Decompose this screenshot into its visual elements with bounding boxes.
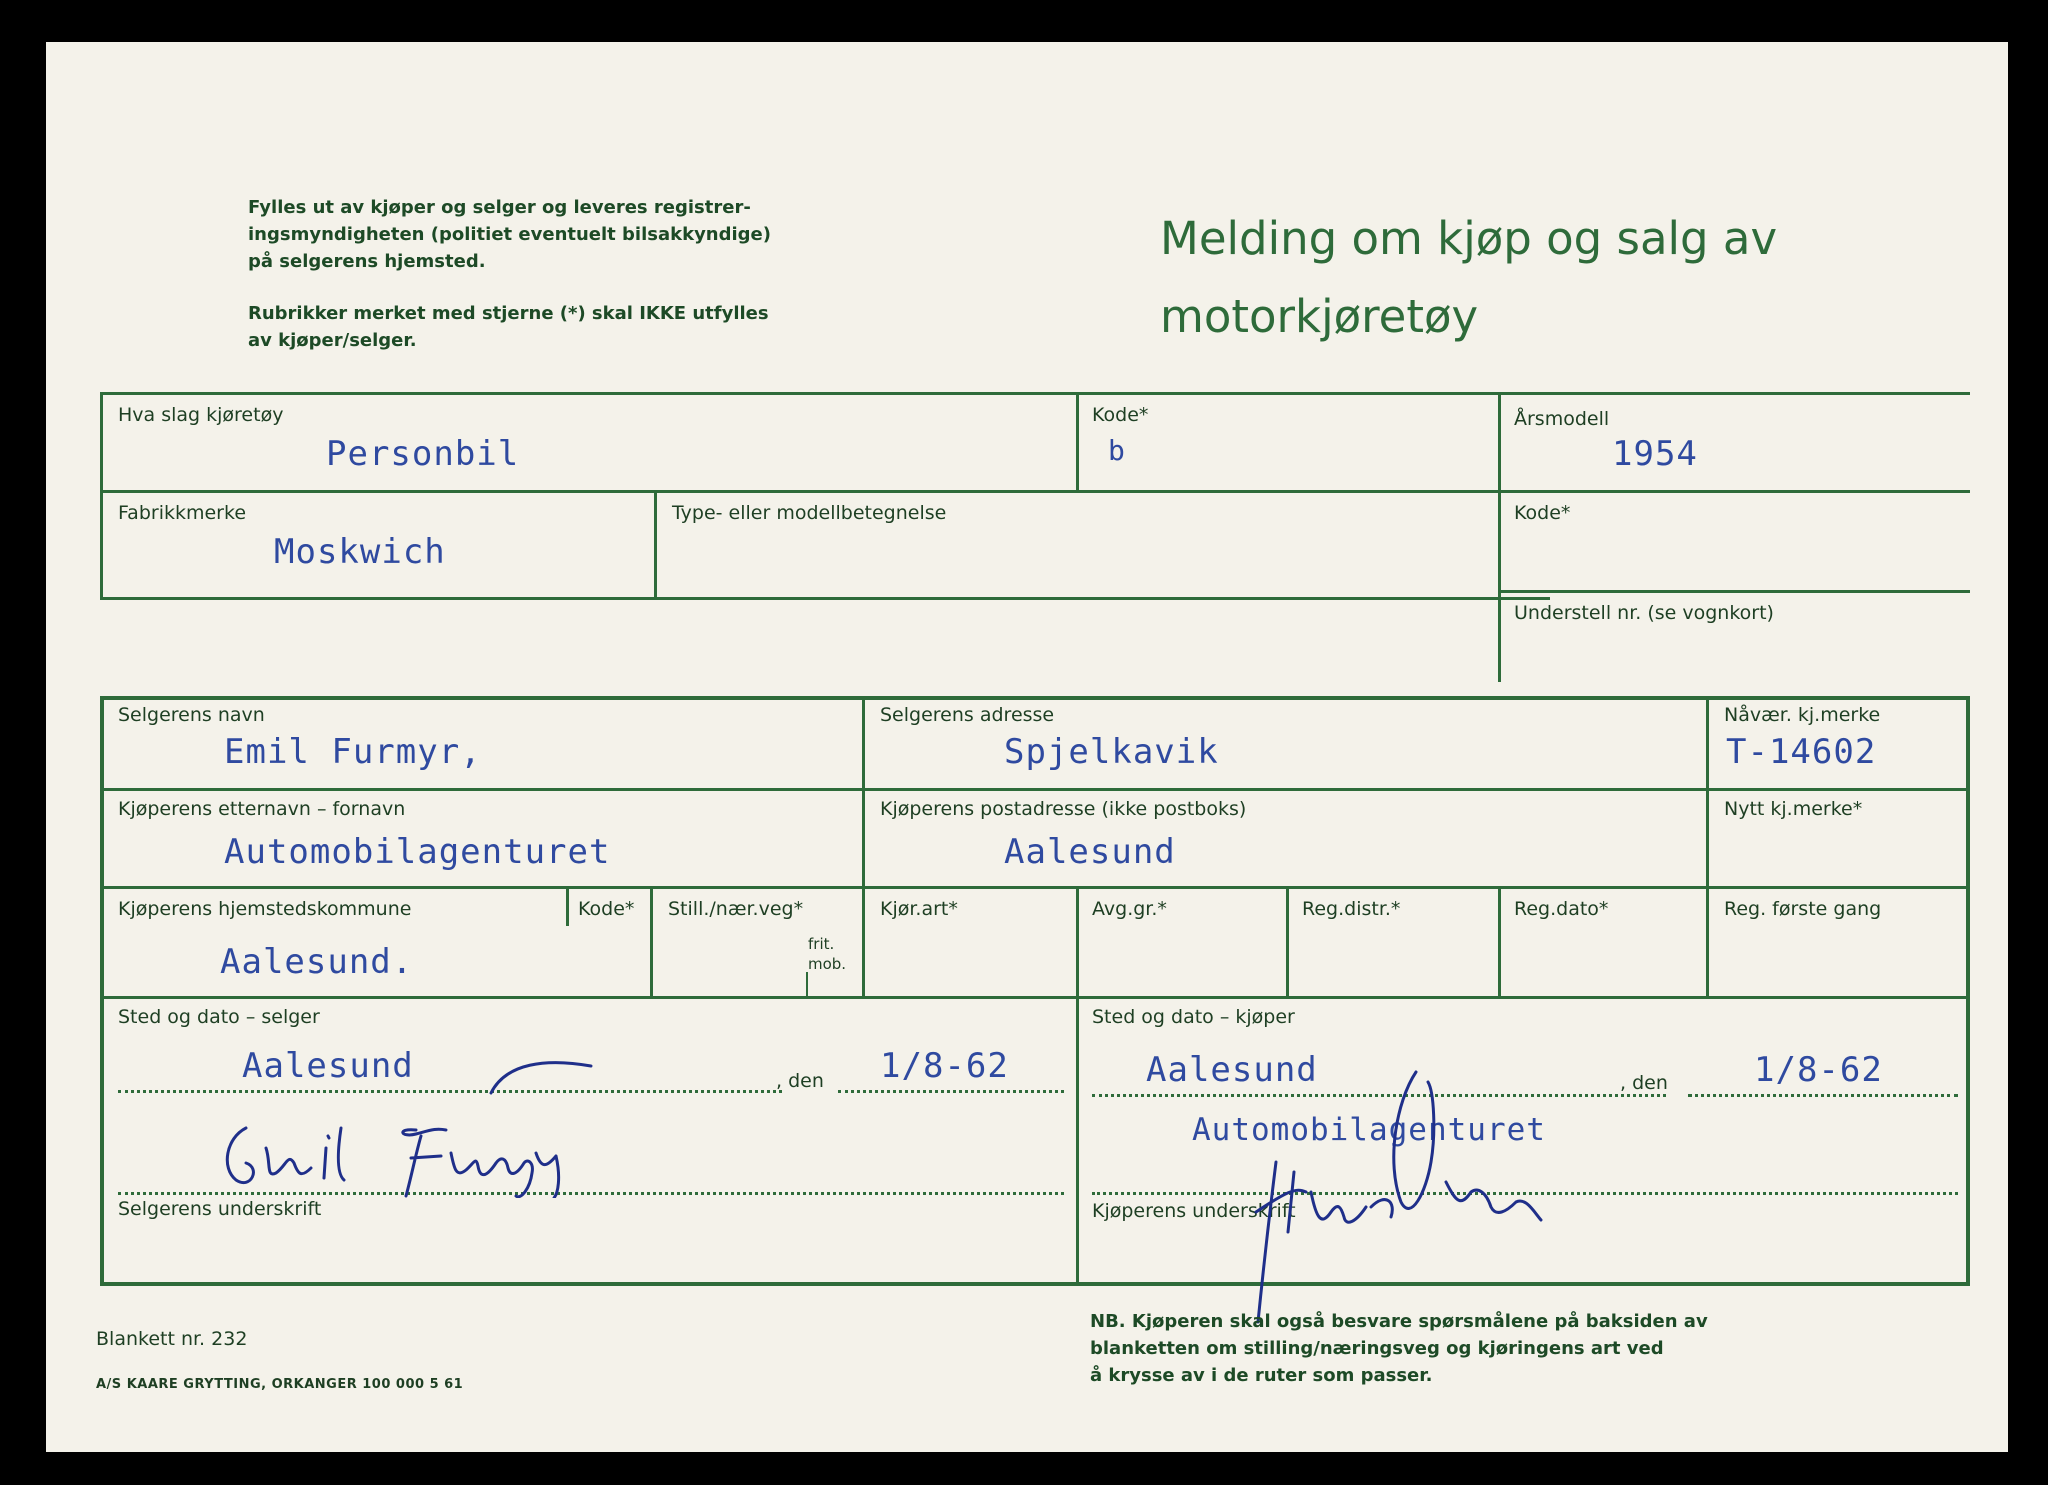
registry-kode-label: Kode*	[578, 898, 635, 920]
address-divider	[862, 696, 865, 888]
seller-address-label: Selgerens adresse	[880, 704, 1055, 726]
buyer-date-dots	[1688, 1094, 1958, 1097]
current-plate-value: T-14602	[1726, 732, 1877, 772]
buyer-address-label: Kjøperens postadresse (ikke postboks)	[880, 798, 1247, 820]
regdato-label: Reg.dato*	[1514, 898, 1609, 920]
regdato-divider	[1498, 886, 1501, 996]
seller-place-dots	[118, 1090, 782, 1093]
nb-note: NB. Kjøperen skal også besvare spørsmålene på baksiden av blanketten om stilling/næringsveg og kjøringens art ved å krysse av i de ruter som passer.	[1090, 1311, 1708, 1386]
form-title-line-2: motorkjøretøy	[1160, 290, 1479, 343]
parties-rule-1	[100, 788, 1970, 791]
make-value: Moskwich	[274, 532, 446, 572]
seller-flourish	[486, 1058, 596, 1098]
parties-rule-2	[100, 886, 1970, 889]
buyer-company-stamp: Automobilagenturet	[1192, 1112, 1546, 1148]
frit-mob-tick	[806, 972, 808, 996]
form-title-line-1: Melding om kjøp og salg av	[1160, 212, 1778, 265]
new-plate-label: Nytt kj.merke*	[1724, 798, 1863, 820]
current-plate-label: Nåvær. kj.merke	[1724, 704, 1881, 726]
buyer-name-label: Kjøperens etternavn – fornavn	[118, 798, 406, 820]
buyer-den-label: , den	[1620, 1072, 1668, 1094]
year-label: Årsmodell	[1514, 408, 1610, 430]
kode-cell-divider	[566, 886, 569, 926]
kjorart-label: Kjør.art*	[880, 898, 958, 920]
regdistr-label: Reg.distr.*	[1302, 898, 1401, 920]
year-value: 1954	[1612, 434, 1698, 474]
vehicle-type-label: Hva slag kjøretøy	[118, 404, 284, 426]
frit-mob-label: frit. mob.	[808, 935, 847, 973]
kjorart-divider	[862, 886, 865, 996]
seller-name-value: Emil Furmyr,	[224, 732, 482, 772]
seller-name-label: Selgerens navn	[118, 704, 265, 726]
avggr-divider	[1076, 886, 1079, 996]
regdistr-divider	[1286, 886, 1289, 996]
avggr-label: Avg.gr.*	[1092, 898, 1167, 920]
plate-divider	[1706, 696, 1709, 996]
buyer-address-value: Aalesund	[1004, 832, 1176, 872]
municipality-label: Kjøperens hjemstedskommune	[118, 898, 412, 920]
seller-sign-label: Selgerens underskrift	[118, 1198, 322, 1220]
printer-imprint: A/S KAARE GRYTTING, ORKANGER 100 000 5 61	[96, 1377, 464, 1392]
buyer-signature	[1216, 1042, 1576, 1342]
buyer-place-value: Aalesund	[1146, 1050, 1318, 1090]
municipality-value: Aalesund.	[220, 942, 414, 982]
vehicle-bottom-rule	[100, 597, 1550, 600]
model-divider	[654, 490, 657, 598]
vehicle-type-value: Personbil	[326, 434, 520, 474]
form-sheet	[46, 42, 2008, 1452]
chassis-rule	[1498, 590, 1970, 593]
year-divider	[1498, 392, 1501, 682]
chassis-label: Understell nr. (se vognkort)	[1514, 602, 1774, 624]
seller-place-value: Aalesund	[242, 1046, 414, 1086]
kode-divider	[1076, 392, 1079, 492]
form-number: Blankett nr. 232	[96, 1328, 248, 1350]
seller-signature	[216, 1108, 656, 1198]
vehicle-kode-label: Kode*	[1092, 404, 1149, 426]
seller-place-label: Sted og dato – selger	[118, 1006, 320, 1028]
seller-address-value: Spjelkavik	[1004, 732, 1219, 772]
occupation-divider	[650, 886, 653, 996]
make-label: Fabrikkmerke	[118, 502, 247, 524]
first-reg-label: Reg. første gang	[1724, 898, 1882, 920]
vehicle-top-rule	[100, 392, 1970, 395]
vehicle-left-rule	[100, 392, 103, 600]
parties-rule-3	[100, 996, 1970, 999]
buyer-name-value: Automobilagenturet	[224, 832, 611, 872]
buyer-place-label: Sted og dato – kjøper	[1092, 1006, 1295, 1028]
occupation-label: Still./nær.veg*	[668, 898, 804, 920]
instructions-para-1: Fylles ut av kjøper og selger og leveres registrer- ingsmyndigheten (politiet eventuelt bilsakkyndige) på selgerens hjemsted.	[248, 197, 771, 272]
signature-divider	[1076, 996, 1079, 1286]
instructions-para-2: Rubrikker merket med stjerne (*) skal IKKE utfylles av kjøper/selger.	[248, 303, 769, 351]
buyer-sign-label: Kjøperens underskrift	[1092, 1200, 1296, 1222]
seller-date-value: 1/8-62	[880, 1046, 1009, 1086]
kode2-label: Kode*	[1514, 502, 1571, 524]
buyer-date-value: 1/8-62	[1754, 1050, 1883, 1090]
vehicle-mid-rule	[100, 490, 1970, 493]
model-label: Type- eller modellbetegnelse	[672, 502, 947, 524]
seller-den-label: , den	[776, 1070, 824, 1092]
vehicle-kode-value: b	[1108, 434, 1126, 467]
seller-date-dots	[838, 1090, 1064, 1093]
